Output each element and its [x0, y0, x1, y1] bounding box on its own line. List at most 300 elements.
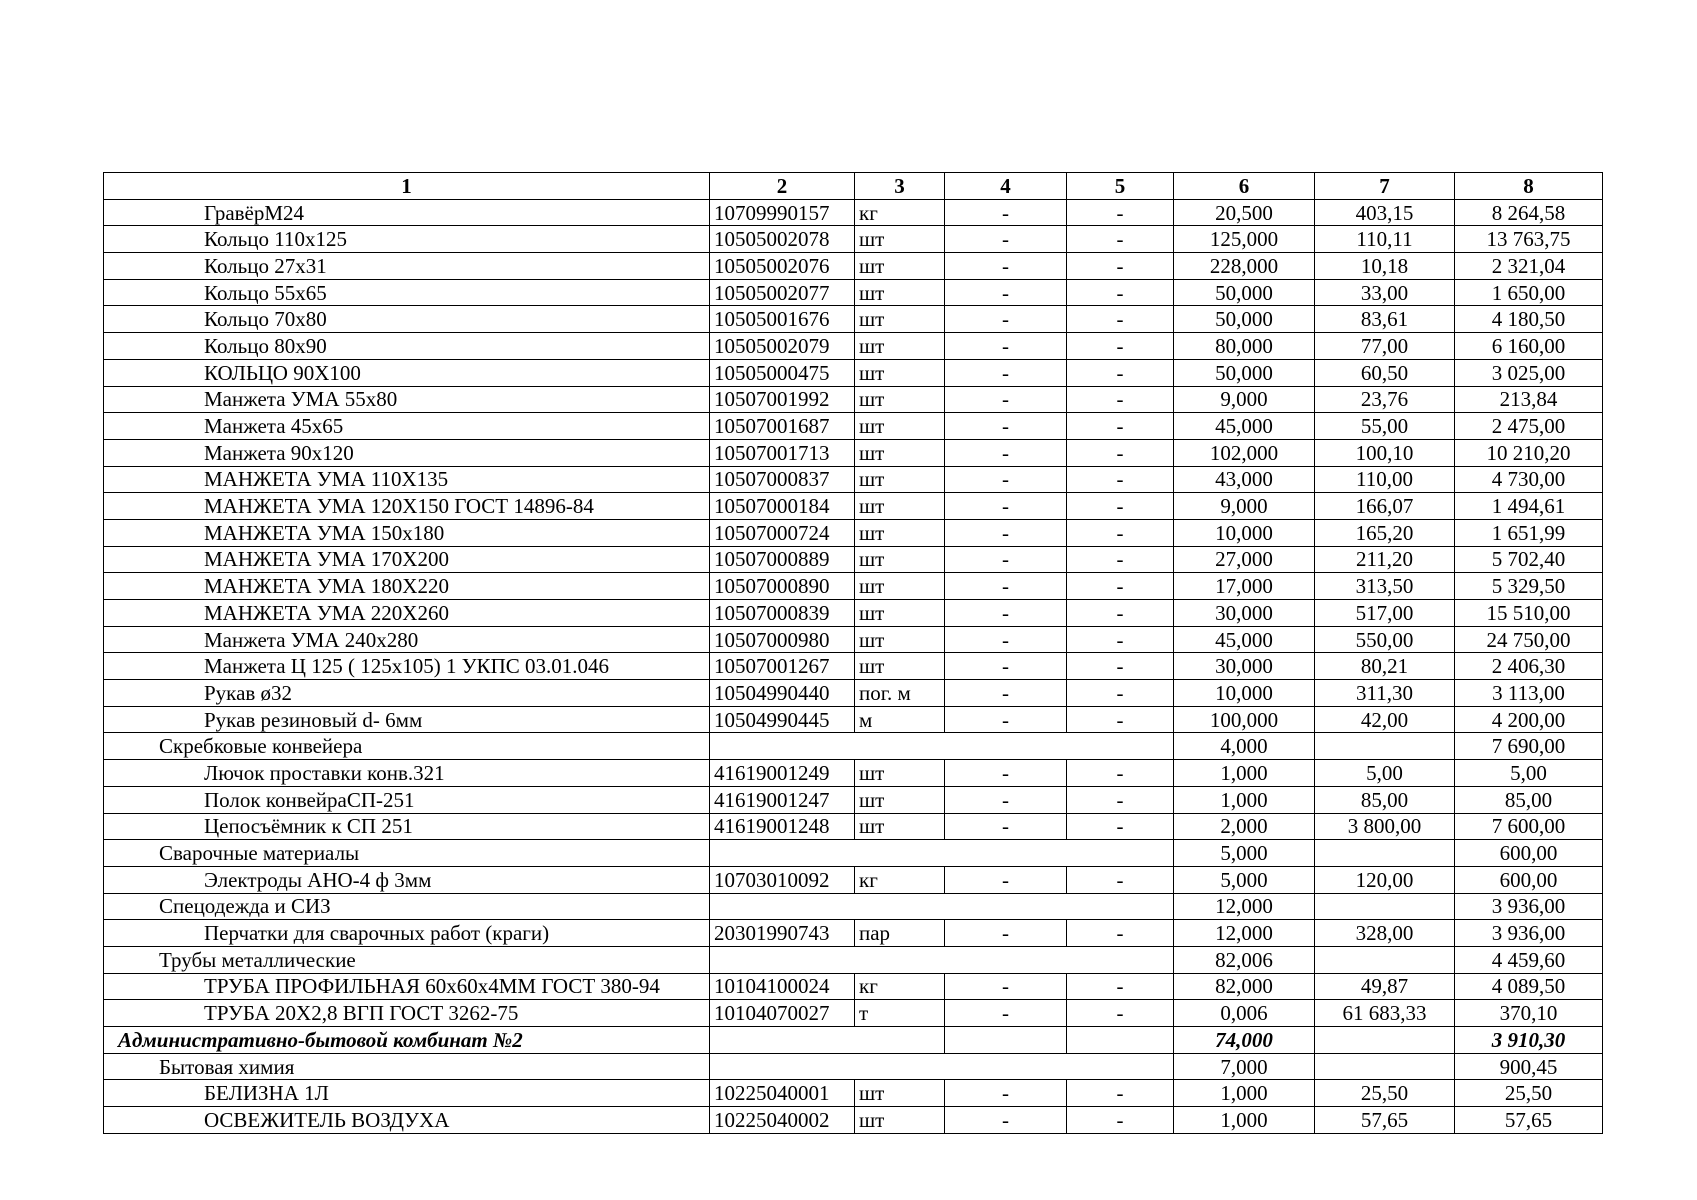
section-row — [104, 1027, 1603, 1054]
item-unit: шт — [855, 333, 945, 360]
section-sum: 3 910,30 — [1455, 1027, 1603, 1054]
item-price: 311,30 — [1315, 680, 1455, 707]
column-header: 1 — [104, 173, 710, 200]
item-code: 10507000837 — [710, 466, 855, 493]
item-quantity: 27,000 — [1174, 546, 1315, 573]
item-col5: - — [1067, 306, 1174, 333]
group-name: Сварочные материалы — [104, 840, 710, 867]
item-col4: - — [945, 760, 1067, 787]
item-sum: 1 651,99 — [1455, 519, 1603, 546]
item-unit: шт — [855, 600, 945, 627]
item-unit: пог. м — [855, 680, 945, 707]
item-name: МАНЖЕТА УМА 120Х150 ГОСТ 14896-84 — [104, 493, 710, 520]
item-col5: - — [1067, 600, 1174, 627]
table-row — [104, 413, 1603, 440]
section-name: Административно-бытовой комбинат №2 — [104, 1027, 710, 1054]
item-col5: - — [1067, 973, 1174, 1000]
item-unit: шт — [855, 306, 945, 333]
item-price: 10,18 — [1315, 253, 1455, 280]
item-quantity: 102,000 — [1174, 439, 1315, 466]
item-quantity: 17,000 — [1174, 573, 1315, 600]
item-unit: шт — [855, 573, 945, 600]
item-name: Кольцо 80х90 — [104, 333, 710, 360]
column-header: 2 — [710, 173, 855, 200]
item-col5: - — [1067, 199, 1174, 226]
table-row — [104, 279, 1603, 306]
item-unit: кг — [855, 973, 945, 1000]
item-col5: - — [1067, 253, 1174, 280]
table-row — [104, 493, 1603, 520]
item-name: Лючок проставки конв.321 — [104, 760, 710, 787]
item-name: МАНЖЕТА УМА 150х180 — [104, 519, 710, 546]
section-spacer — [710, 1027, 945, 1054]
item-col5: - — [1067, 386, 1174, 413]
item-unit: шт — [855, 359, 945, 386]
item-price: 328,00 — [1315, 920, 1455, 947]
item-name: Манжета УМА 240х280 — [104, 626, 710, 653]
item-sum: 15 510,00 — [1455, 600, 1603, 627]
item-name: ОСВЕЖИТЕЛЬ ВОЗДУХА — [104, 1107, 710, 1134]
item-sum: 6 160,00 — [1455, 333, 1603, 360]
table-row — [104, 760, 1603, 787]
item-col4: - — [945, 386, 1067, 413]
table-row — [104, 626, 1603, 653]
section-empty — [1315, 1027, 1455, 1054]
item-unit: шт — [855, 760, 945, 787]
item-price: 49,87 — [1315, 973, 1455, 1000]
group-row — [104, 733, 1603, 760]
item-col5: - — [1067, 439, 1174, 466]
group-name: Бытовая химия — [104, 1053, 710, 1080]
item-price: 120,00 — [1315, 866, 1455, 893]
item-name: ТРУБА ПРОФИЛЬНАЯ 60х60х4ММ ГОСТ 380-94 — [104, 973, 710, 1000]
item-col4: - — [945, 279, 1067, 306]
item-code: 41619001247 — [710, 786, 855, 813]
item-col5: - — [1067, 1080, 1174, 1107]
item-col4: - — [945, 626, 1067, 653]
item-unit: шт — [855, 786, 945, 813]
item-name: Электроды АНО-4 ф 3мм — [104, 866, 710, 893]
item-price: 165,20 — [1315, 519, 1455, 546]
item-code: 10507001713 — [710, 439, 855, 466]
section-empty — [945, 1027, 1067, 1054]
item-unit: кг — [855, 866, 945, 893]
item-unit: м — [855, 706, 945, 733]
group-empty — [1315, 893, 1455, 920]
item-col5: - — [1067, 1000, 1174, 1027]
item-name: БЕЛИЗНА 1Л — [104, 1080, 710, 1107]
item-col5: - — [1067, 706, 1174, 733]
item-code: 10504990445 — [710, 706, 855, 733]
group-spacer — [710, 733, 1174, 760]
item-col5: - — [1067, 546, 1174, 573]
item-unit: шт — [855, 493, 945, 520]
item-unit: шт — [855, 386, 945, 413]
table-row — [104, 920, 1603, 947]
item-price: 61 683,33 — [1315, 1000, 1455, 1027]
item-unit: шт — [855, 1080, 945, 1107]
item-unit: шт — [855, 519, 945, 546]
item-sum: 4 200,00 — [1455, 706, 1603, 733]
item-name: Кольцо 55х65 — [104, 279, 710, 306]
group-spacer — [710, 893, 1174, 920]
item-unit: шт — [855, 413, 945, 440]
item-unit: шт — [855, 253, 945, 280]
item-name: Манжета УМА 55х80 — [104, 386, 710, 413]
item-col5: - — [1067, 680, 1174, 707]
group-row — [104, 893, 1603, 920]
table-row — [104, 866, 1603, 893]
item-quantity: 80,000 — [1174, 333, 1315, 360]
item-code: 10505002078 — [710, 226, 855, 253]
item-col5: - — [1067, 653, 1174, 680]
item-unit: шт — [855, 466, 945, 493]
item-unit: т — [855, 1000, 945, 1027]
item-col5: - — [1067, 279, 1174, 306]
item-quantity: 30,000 — [1174, 600, 1315, 627]
table-body — [104, 199, 1603, 1133]
item-col4: - — [945, 439, 1067, 466]
item-code: 20301990743 — [710, 920, 855, 947]
item-col5: - — [1067, 866, 1174, 893]
item-quantity: 50,000 — [1174, 279, 1315, 306]
item-code: 10507000839 — [710, 600, 855, 627]
group-quantity: 4,000 — [1174, 733, 1315, 760]
table-row — [104, 439, 1603, 466]
item-quantity: 30,000 — [1174, 653, 1315, 680]
header-row — [104, 173, 1603, 200]
item-code: 10104070027 — [710, 1000, 855, 1027]
item-quantity: 1,000 — [1174, 786, 1315, 813]
table-row — [104, 333, 1603, 360]
item-code: 10505002079 — [710, 333, 855, 360]
item-code: 41619001249 — [710, 760, 855, 787]
item-price: 5,00 — [1315, 760, 1455, 787]
item-sum: 1 650,00 — [1455, 279, 1603, 306]
item-quantity: 1,000 — [1174, 760, 1315, 787]
item-price: 55,00 — [1315, 413, 1455, 440]
item-sum: 57,65 — [1455, 1107, 1603, 1134]
item-name: МАНЖЕТА УМА 220Х260 — [104, 600, 710, 627]
column-header: 3 — [855, 173, 945, 200]
item-sum: 4 180,50 — [1455, 306, 1603, 333]
item-sum: 5 702,40 — [1455, 546, 1603, 573]
group-quantity: 12,000 — [1174, 893, 1315, 920]
column-header: 7 — [1315, 173, 1455, 200]
item-quantity: 100,000 — [1174, 706, 1315, 733]
item-code: 41619001248 — [710, 813, 855, 840]
item-unit: шт — [855, 226, 945, 253]
column-header: 4 — [945, 173, 1067, 200]
group-name: Трубы металлические — [104, 946, 710, 973]
item-name: ГравёрМ24 — [104, 199, 710, 226]
item-price: 23,76 — [1315, 386, 1455, 413]
item-col4: - — [945, 226, 1067, 253]
group-empty — [1315, 946, 1455, 973]
item-name: Кольцо 70х80 — [104, 306, 710, 333]
item-name: ТРУБА 20Х2,8 ВГП ГОСТ 3262-75 — [104, 1000, 710, 1027]
group-sum: 600,00 — [1455, 840, 1603, 867]
table-row — [104, 199, 1603, 226]
item-col4: - — [945, 253, 1067, 280]
item-code: 10505000475 — [710, 359, 855, 386]
item-unit: кг — [855, 199, 945, 226]
table-row — [104, 519, 1603, 546]
item-col4: - — [945, 653, 1067, 680]
item-price: 77,00 — [1315, 333, 1455, 360]
item-name: Полок конвейраСП-251 — [104, 786, 710, 813]
item-code: 10505001676 — [710, 306, 855, 333]
item-col4: - — [945, 920, 1067, 947]
group-row — [104, 946, 1603, 973]
table-row — [104, 546, 1603, 573]
table-row — [104, 973, 1603, 1000]
section-empty — [1067, 1027, 1174, 1054]
item-price: 110,11 — [1315, 226, 1455, 253]
item-col5: - — [1067, 786, 1174, 813]
item-col4: - — [945, 359, 1067, 386]
item-sum: 2 475,00 — [1455, 413, 1603, 440]
item-col5: - — [1067, 920, 1174, 947]
item-code: 10507000890 — [710, 573, 855, 600]
item-code: 10507000889 — [710, 546, 855, 573]
item-code: 10507000980 — [710, 626, 855, 653]
item-quantity: 12,000 — [1174, 920, 1315, 947]
item-sum: 5,00 — [1455, 760, 1603, 787]
group-name: Спецодежда и СИЗ — [104, 893, 710, 920]
section-quantity: 74,000 — [1174, 1027, 1315, 1054]
item-col4: - — [945, 706, 1067, 733]
item-code: 10507000724 — [710, 519, 855, 546]
item-name: КОЛЬЦО 90Х100 — [104, 359, 710, 386]
item-col5: - — [1067, 413, 1174, 440]
item-unit: шт — [855, 1107, 945, 1134]
item-name: МАНЖЕТА УМА 110Х135 — [104, 466, 710, 493]
group-quantity: 7,000 — [1174, 1053, 1315, 1080]
table-row — [104, 813, 1603, 840]
group-quantity: 5,000 — [1174, 840, 1315, 867]
table-row — [104, 306, 1603, 333]
item-price: 80,21 — [1315, 653, 1455, 680]
item-sum: 3 936,00 — [1455, 920, 1603, 947]
item-sum: 4 089,50 — [1455, 973, 1603, 1000]
item-code: 10505002076 — [710, 253, 855, 280]
item-col4: - — [945, 813, 1067, 840]
item-price: 517,00 — [1315, 600, 1455, 627]
group-empty — [1315, 733, 1455, 760]
item-col4: - — [945, 199, 1067, 226]
column-header: 5 — [1067, 173, 1174, 200]
item-name: Кольцо 27х31 — [104, 253, 710, 280]
group-row — [104, 1053, 1603, 1080]
group-empty — [1315, 840, 1455, 867]
item-code: 10225040002 — [710, 1107, 855, 1134]
column-header: 8 — [1455, 173, 1603, 200]
item-col4: - — [945, 1107, 1067, 1134]
item-col5: - — [1067, 359, 1174, 386]
item-sum: 370,10 — [1455, 1000, 1603, 1027]
group-spacer — [710, 840, 1174, 867]
table-row — [104, 786, 1603, 813]
document-page — [103, 172, 1603, 1134]
item-sum: 85,00 — [1455, 786, 1603, 813]
item-col4: - — [945, 493, 1067, 520]
item-price: 57,65 — [1315, 1107, 1455, 1134]
item-code: 10504990440 — [710, 680, 855, 707]
item-col5: - — [1067, 226, 1174, 253]
item-price: 83,61 — [1315, 306, 1455, 333]
item-quantity: 50,000 — [1174, 306, 1315, 333]
table-row — [104, 600, 1603, 627]
item-price: 25,50 — [1315, 1080, 1455, 1107]
item-sum: 25,50 — [1455, 1080, 1603, 1107]
table-row — [104, 253, 1603, 280]
item-col4: - — [945, 519, 1067, 546]
table-row — [104, 1107, 1603, 1134]
item-sum: 5 329,50 — [1455, 573, 1603, 600]
item-price: 403,15 — [1315, 199, 1455, 226]
item-price: 550,00 — [1315, 626, 1455, 653]
item-price: 110,00 — [1315, 466, 1455, 493]
item-price: 100,10 — [1315, 439, 1455, 466]
item-col5: - — [1067, 493, 1174, 520]
item-quantity: 5,000 — [1174, 866, 1315, 893]
item-sum: 600,00 — [1455, 866, 1603, 893]
item-sum: 4 730,00 — [1455, 466, 1603, 493]
item-col4: - — [945, 600, 1067, 627]
item-code: 10709990157 — [710, 199, 855, 226]
item-unit: шт — [855, 279, 945, 306]
item-code: 10505002077 — [710, 279, 855, 306]
item-col4: - — [945, 466, 1067, 493]
item-quantity: 9,000 — [1174, 493, 1315, 520]
item-name: Рукав резиновый d- 6мм — [104, 706, 710, 733]
table-row — [104, 573, 1603, 600]
item-quantity: 45,000 — [1174, 626, 1315, 653]
item-name: Манжета 45х65 — [104, 413, 710, 440]
item-name: Перчатки для сварочных работ (краги) — [104, 920, 710, 947]
item-col5: - — [1067, 573, 1174, 600]
item-name: Манжета Ц 125 ( 125х105) 1 УКПС 03.01.046 — [104, 653, 710, 680]
item-code: 10507001687 — [710, 413, 855, 440]
group-sum: 3 936,00 — [1455, 893, 1603, 920]
item-name: Манжета 90х120 — [104, 439, 710, 466]
item-code: 10507001267 — [710, 653, 855, 680]
item-sum: 1 494,61 — [1455, 493, 1603, 520]
table-row — [104, 359, 1603, 386]
item-col5: - — [1067, 333, 1174, 360]
item-unit: шт — [855, 813, 945, 840]
item-name: МАНЖЕТА УМА 170Х200 — [104, 546, 710, 573]
item-code: 10507001992 — [710, 386, 855, 413]
item-quantity: 125,000 — [1174, 226, 1315, 253]
item-code: 10703010092 — [710, 866, 855, 893]
table-row — [104, 386, 1603, 413]
table-row — [104, 1080, 1603, 1107]
item-col5: - — [1067, 1107, 1174, 1134]
item-quantity: 45,000 — [1174, 413, 1315, 440]
table-row — [104, 226, 1603, 253]
group-row — [104, 840, 1603, 867]
item-price: 3 800,00 — [1315, 813, 1455, 840]
table-row — [104, 653, 1603, 680]
item-quantity: 0,006 — [1174, 1000, 1315, 1027]
item-price: 166,07 — [1315, 493, 1455, 520]
item-col5: - — [1067, 466, 1174, 493]
item-name: Кольцо 110х125 — [104, 226, 710, 253]
item-price: 60,50 — [1315, 359, 1455, 386]
item-col4: - — [945, 306, 1067, 333]
item-quantity: 1,000 — [1174, 1080, 1315, 1107]
group-sum: 7 690,00 — [1455, 733, 1603, 760]
item-col4: - — [945, 1080, 1067, 1107]
item-sum: 7 600,00 — [1455, 813, 1603, 840]
item-col4: - — [945, 973, 1067, 1000]
item-col4: - — [945, 333, 1067, 360]
item-quantity: 228,000 — [1174, 253, 1315, 280]
item-sum: 24 750,00 — [1455, 626, 1603, 653]
item-quantity: 2,000 — [1174, 813, 1315, 840]
item-col4: - — [945, 546, 1067, 573]
item-unit: шт — [855, 546, 945, 573]
item-code: 10104100024 — [710, 973, 855, 1000]
item-sum: 13 763,75 — [1455, 226, 1603, 253]
item-col5: - — [1067, 626, 1174, 653]
item-price: 85,00 — [1315, 786, 1455, 813]
item-sum: 213,84 — [1455, 386, 1603, 413]
item-unit: пар — [855, 920, 945, 947]
item-unit: шт — [855, 653, 945, 680]
item-quantity: 82,000 — [1174, 973, 1315, 1000]
item-quantity: 50,000 — [1174, 359, 1315, 386]
item-price: 42,00 — [1315, 706, 1455, 733]
item-col4: - — [945, 866, 1067, 893]
item-code: 10225040001 — [710, 1080, 855, 1107]
item-price: 211,20 — [1315, 546, 1455, 573]
item-quantity: 10,000 — [1174, 680, 1315, 707]
item-quantity: 1,000 — [1174, 1107, 1315, 1134]
item-sum: 8 264,58 — [1455, 199, 1603, 226]
item-sum: 2 321,04 — [1455, 253, 1603, 280]
group-empty — [1315, 1053, 1455, 1080]
group-sum: 4 459,60 — [1455, 946, 1603, 973]
item-col5: - — [1067, 760, 1174, 787]
column-header: 6 — [1174, 173, 1315, 200]
group-spacer — [710, 1053, 1174, 1080]
item-unit: шт — [855, 626, 945, 653]
item-price: 313,50 — [1315, 573, 1455, 600]
item-col4: - — [945, 680, 1067, 707]
materials-table — [103, 172, 1603, 1134]
item-sum: 3 113,00 — [1455, 680, 1603, 707]
item-col4: - — [945, 413, 1067, 440]
item-code: 10507000184 — [710, 493, 855, 520]
group-name: Скребковые конвейера — [104, 733, 710, 760]
item-col5: - — [1067, 519, 1174, 546]
item-quantity: 20,500 — [1174, 199, 1315, 226]
item-name: Цепосъёмник к СП 251 — [104, 813, 710, 840]
group-sum: 900,45 — [1455, 1053, 1603, 1080]
group-spacer — [710, 946, 1174, 973]
item-unit: шт — [855, 439, 945, 466]
item-col4: - — [945, 573, 1067, 600]
item-name: МАНЖЕТА УМА 180Х220 — [104, 573, 710, 600]
item-col5: - — [1067, 813, 1174, 840]
item-price: 33,00 — [1315, 279, 1455, 306]
item-sum: 10 210,20 — [1455, 439, 1603, 466]
table-row — [104, 706, 1603, 733]
item-col4: - — [945, 1000, 1067, 1027]
